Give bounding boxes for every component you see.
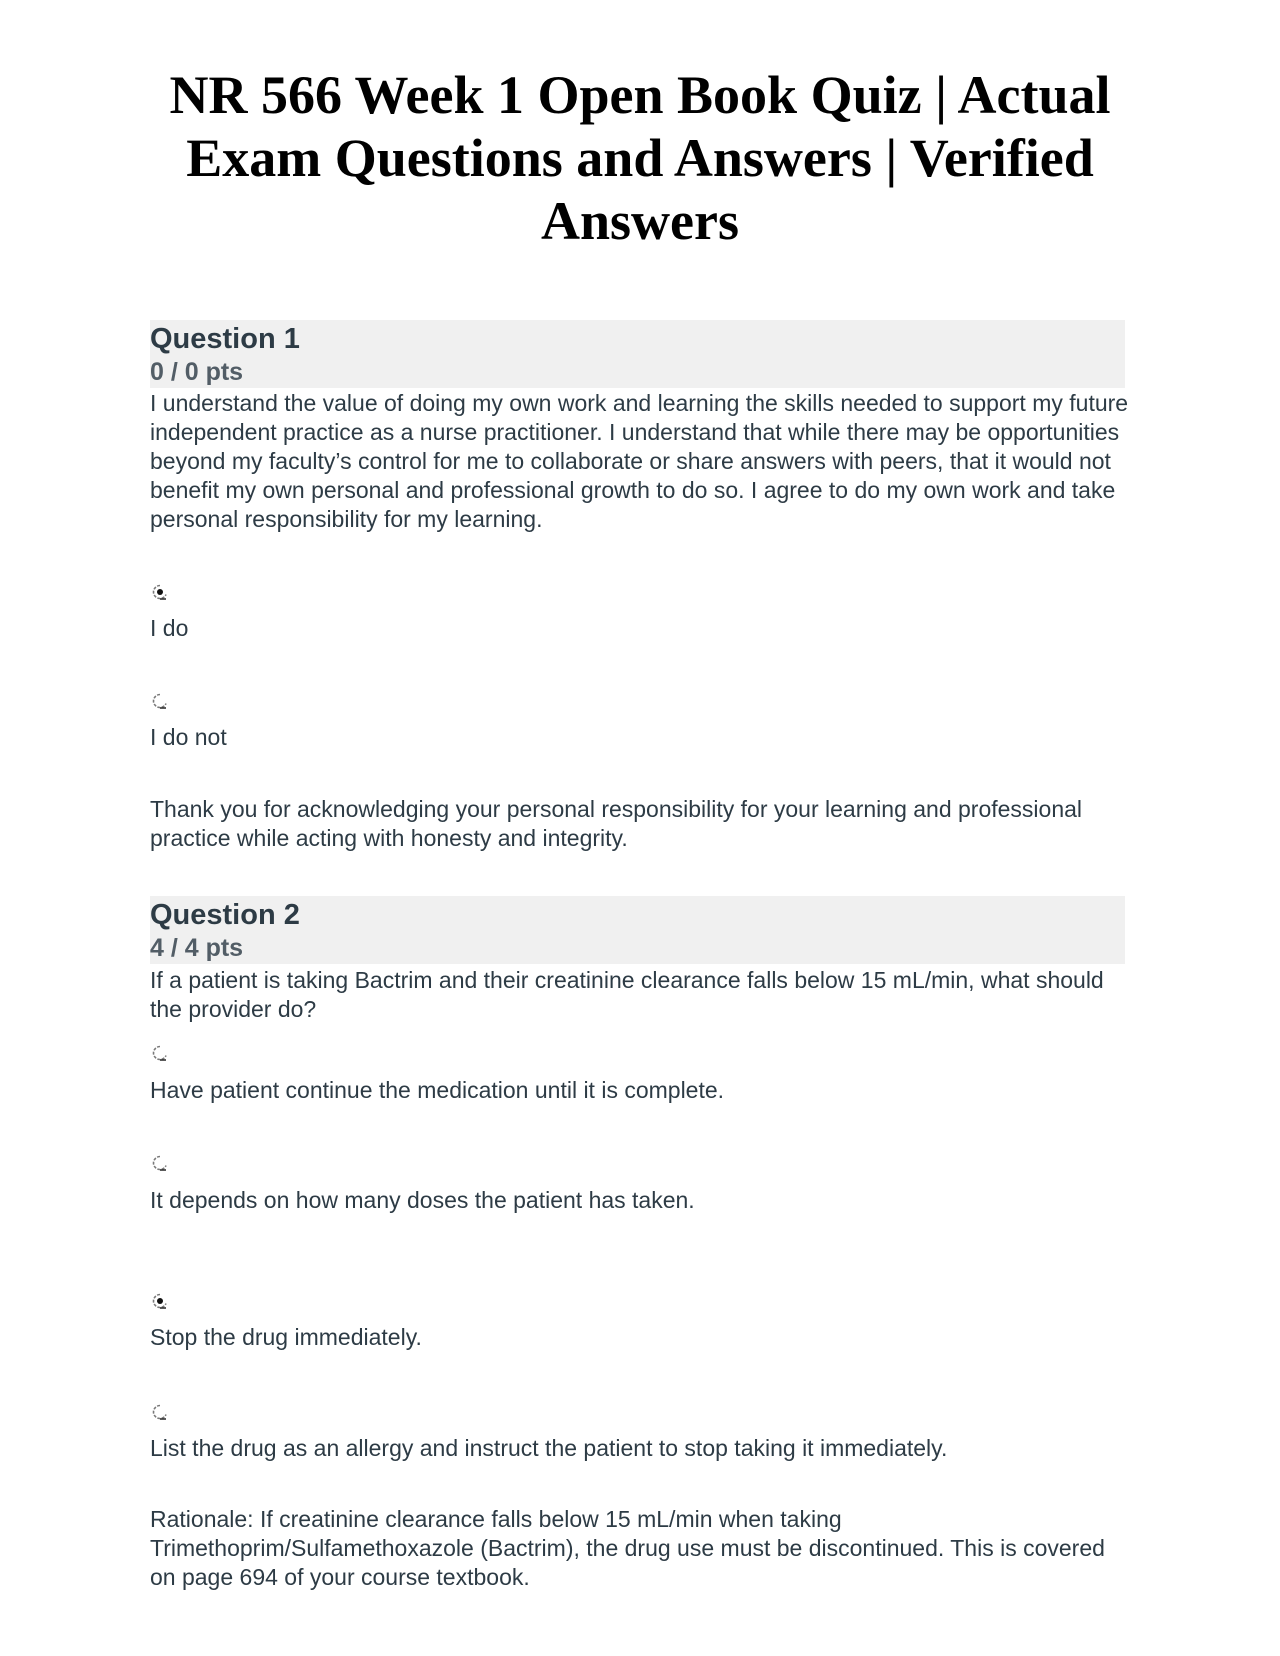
question-text: I understand the value of doing my own work and learning the skills needed to support my future independent practice as a nurse practitioner. I understand that while there may be opportunities beyond my faculty’s control for me to collaborate or share answers with peers, that it would not benefit my own personal and professional growth to do so. I agree to do my own work and take personal responsibility for my learning. bbox=[150, 390, 1129, 532]
radio-unselected-icon[interactable] bbox=[152, 1155, 168, 1171]
answer-option[interactable]: Have patient continue the medication until it is complete. bbox=[150, 1077, 725, 1103]
question-title: Question 2 bbox=[150, 899, 300, 931]
question-text: If a patient is taking Bactrim and their creatinine clearance falls below 15 mL/min, what should the provider do? bbox=[150, 967, 1104, 1022]
question-title: Question 1 bbox=[150, 323, 300, 355]
question-header bbox=[150, 320, 1125, 388]
answer-feedback: Thank you for acknowledging your personal responsibility for your learning and professional practice while acting with honesty and integrity. bbox=[150, 796, 1083, 851]
question-header bbox=[150, 896, 1125, 964]
question-points: 4 / 4 pts bbox=[150, 934, 244, 962]
radio-unselected-icon[interactable] bbox=[152, 693, 168, 709]
answer-option[interactable]: I do not bbox=[150, 724, 227, 750]
question-points: 0 / 0 pts bbox=[150, 358, 244, 386]
document-title: NR 566 Week 1 Open Book Quiz | Actual Exam Questions and Answers | Verified Answers bbox=[169, 65, 1111, 251]
answer-option[interactable]: Stop the drug immediately. bbox=[150, 1324, 422, 1350]
answer-option[interactable]: It depends on how many doses the patient has taken. bbox=[150, 1187, 695, 1213]
radio-unselected-icon[interactable] bbox=[152, 1404, 168, 1420]
answer-feedback: Rationale: If creatinine clearance falls below 15 mL/min when taking Trimethoprim/Sulfamethoxazole (Bactrim), the drug use must be discontinued. This is covered on page 694 of your course textbook. bbox=[150, 1506, 1105, 1590]
radio-selected-icon[interactable] bbox=[152, 584, 168, 600]
answer-option[interactable]: List the drug as an allergy and instruct the patient to stop taking it immediately. bbox=[150, 1435, 948, 1461]
answer-option[interactable]: I do bbox=[150, 615, 189, 641]
radio-selected-icon[interactable] bbox=[152, 1293, 168, 1309]
radio-unselected-icon[interactable] bbox=[152, 1045, 168, 1061]
